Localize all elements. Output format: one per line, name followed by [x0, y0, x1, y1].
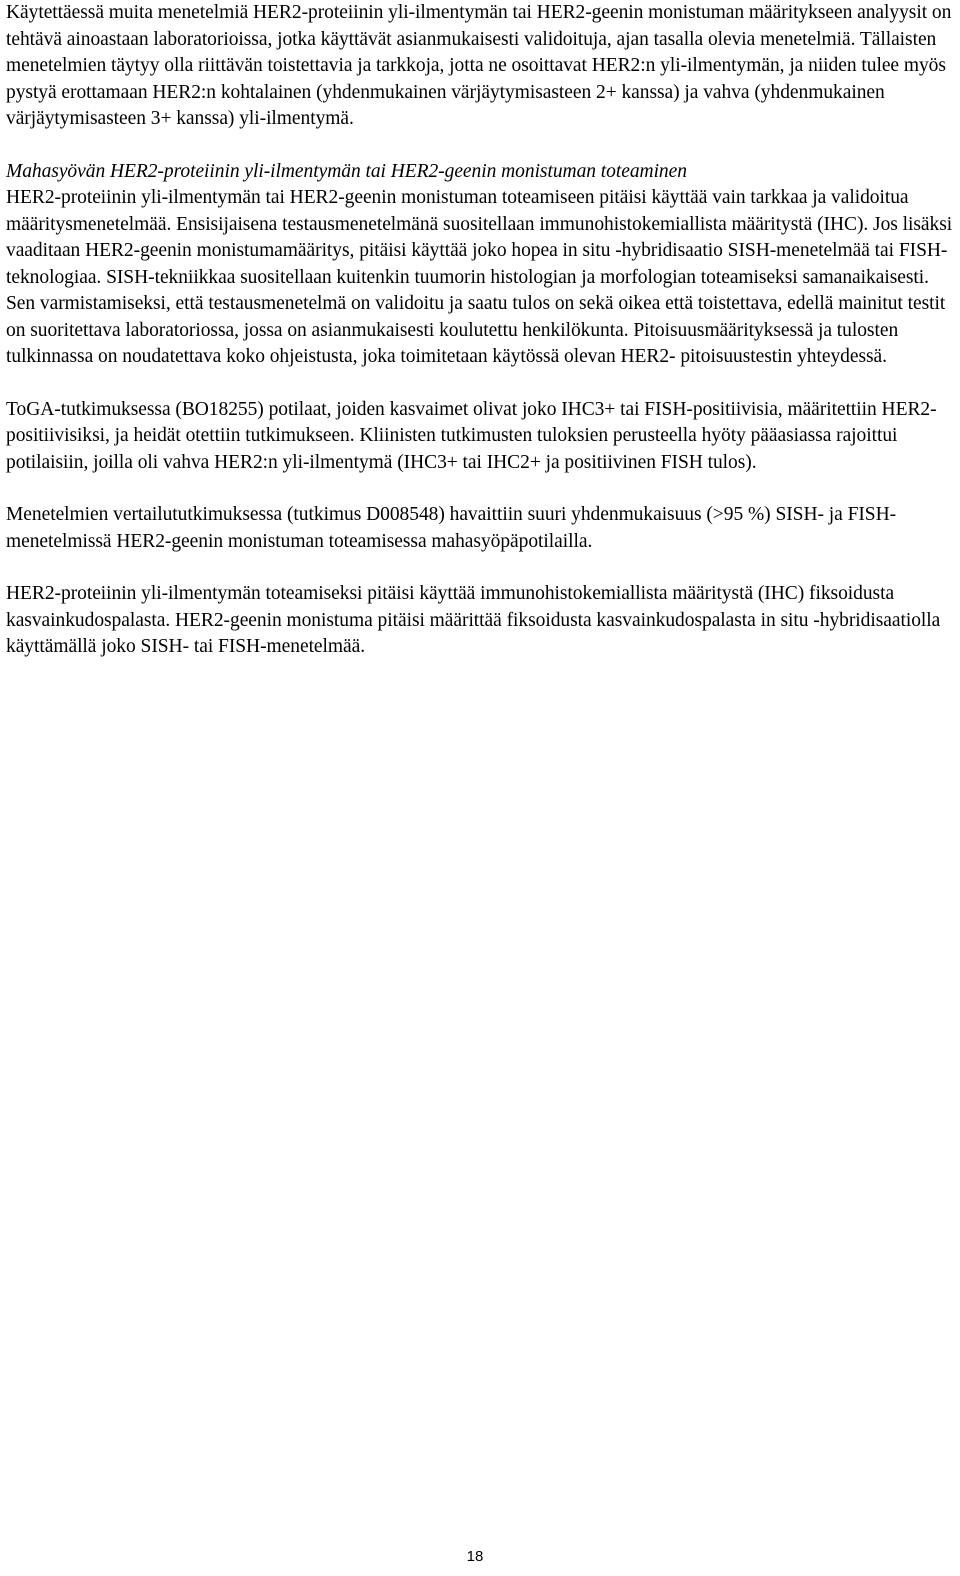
- paragraph-closing: HER2-proteiinin yli-ilmentymän toteamiseksi pitäisi käyttää immunohistokemiallista määritystä (IHC) fiksoidusta kasvainkudospalasta. HER2-geenin monistuma pitäisi määrittää fiksoidusta kasvainkudospalasta in situ -hybridisaatiolla käyttämällä joko SISH- tai FISH-menetelmää.: [6, 583, 941, 657]
- paragraph-section-body: HER2-proteiinin yli-ilmentymän tai HER2-geenin monistuman toteamiseen pitäisi käyttää vain tarkkaa ja validoitua määritysmenetelmää. Ensisijaisena testausmenetelmänä suositellaan immunohistokemiallista määritystä (IHC). Jos lisäksi vaaditaan HER2-geenin monistumamääritys, pitäisi käyttää joko hopea in situ -hybridisaatio SISH-menetelmää tai FISH-teknologiaa. SISH-tekniikkaa suositellaan kuitenkin tuumorin histologian ja morfologian toteamiseksi samanaikaisesti. Sen varmistamiseksi, että testausmenetelmä on validoitu ja saatu tulos on sekä oikea että toistettava, edellä mainitut testit on suoritettava laboratoriossa, jossa on asianmukaisesti koulutettu henkilökunta. Pitoisuusmäärityksessä ja tulosten tulkinnassa on noudatettava koko ohjeistusta, joka toimitetaan käytössä olevan HER2- pitoisuustestin yhteydessä.: [6, 187, 953, 367]
- paragraph-toga: ToGA-tutkimuksessa (BO18255) potilaat, joiden kasvaimet olivat joko IHC3+ tai FISH-positiivisia, määritettiin HER2-positiivisiksi, ja heidät otettiin tutkimukseen. Kliinisten tutkimusten tuloksien perusteella hyöty pääasiassa rajoittui potilaisiin, joilla oli vahva HER2:n yli-ilmentymä (IHC3+ tai IHC2+ ja positiivinen FISH tulos).: [6, 398, 937, 473]
- page-number: 18: [466, 1548, 484, 1565]
- section-heading: Mahasyövän HER2-proteiinin yli-ilmentymän tai HER2-geenin monistuman toteaminen: [6, 160, 687, 182]
- document-page: [6, 0, 956, 661]
- paragraph-intro: Käytettäessä muita menetelmiä HER2-proteiinin yli-ilmentymän tai HER2-geenin monistuman määritykseen analyysit on tehtävä ainoastaan laboratorioissa, jotka käyttävät asianmukaisesti validoituja, ajan tasalla olevia menetelmiä. Tällaisten menetelmien täytyy olla riittävän toistettavia ja tarkkoja, jotta ne osoittavat HER2:n yli-ilmentymän, ja niiden tulee myös pystyä erottamaan HER2:n kohtalainen (yhdenmukainen värjäytymisasteen 2+ kanssa) ja vahva (yhdenmukainen värjäytymisasteen 3+ kanssa) yli-ilmentymä.: [6, 2, 952, 129]
- paragraph-comparison: Menetelmien vertailututkimuksessa (tutkimus D008548) havaittiin suuri yhdenmukaisuus (>95 %) SISH- ja FISH-menetelmissä HER2-geenin monistuman toteamisessa mahasyöpäpotilailla.: [6, 504, 897, 552]
